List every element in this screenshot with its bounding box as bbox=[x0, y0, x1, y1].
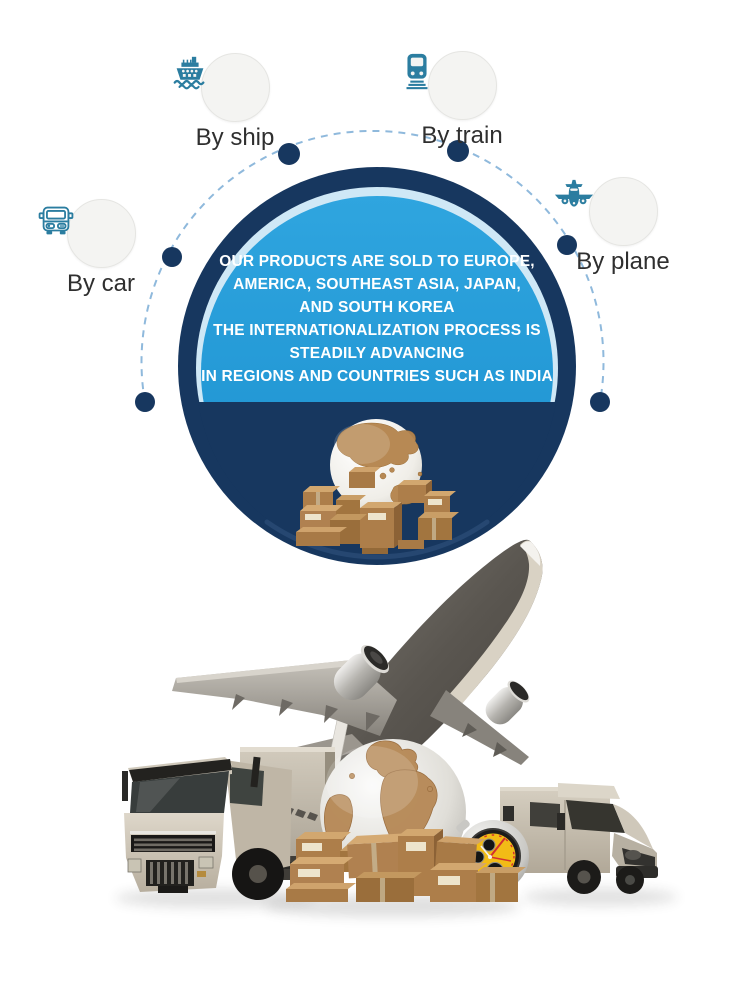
jet-engine bbox=[480, 677, 533, 730]
message-line: AND SOUTH KOREA bbox=[299, 299, 455, 316]
plane-icon-circle bbox=[589, 177, 658, 246]
message-line: STEADILY ADVANCING bbox=[289, 345, 465, 362]
transport-scene bbox=[115, 540, 678, 917]
car-icon bbox=[35, 199, 77, 241]
transport-label-train: By train bbox=[421, 122, 503, 149]
transport-label-ship: By ship bbox=[195, 124, 275, 151]
transport-node-train bbox=[396, 51, 528, 149]
message-line: IN REGIONS AND COUNTRIES SUCH AS INDIA bbox=[201, 368, 553, 385]
message-line: OUR PRODUCTS ARE SOLD TO EUROPE, bbox=[219, 253, 535, 270]
orbit-dot bbox=[135, 392, 155, 412]
cargo-airplane bbox=[172, 540, 543, 777]
semi-truck bbox=[122, 757, 292, 900]
ship-icon bbox=[169, 53, 211, 95]
ship-icon-circle bbox=[201, 53, 270, 122]
transport-label-plane: By plane bbox=[576, 248, 670, 275]
van-shadow bbox=[522, 888, 678, 906]
message-line: THE INTERNATIONALIZATION PROCESS IS bbox=[213, 322, 541, 339]
car-icon-circle bbox=[67, 199, 136, 268]
message-line: AMERICA, SOUTHEAST ASIA, JAPAN, bbox=[233, 276, 521, 293]
train-icon bbox=[396, 51, 438, 93]
transport-label-car: By car bbox=[66, 270, 135, 297]
train-icon-circle bbox=[428, 51, 497, 120]
transport-node-car bbox=[35, 199, 167, 297]
transport-node-ship bbox=[169, 53, 301, 151]
circle-message bbox=[167, 250, 587, 388]
orbit-dot bbox=[590, 392, 610, 412]
plane-icon bbox=[553, 177, 595, 219]
